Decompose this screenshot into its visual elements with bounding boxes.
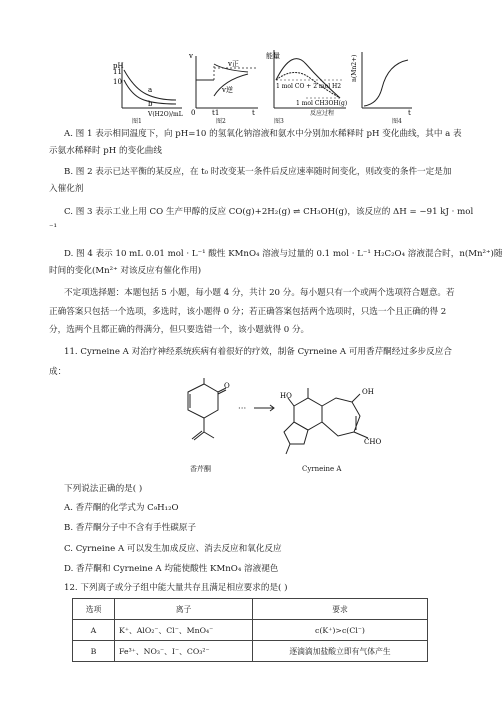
carvone-name: 香芹酮 (190, 465, 211, 473)
table-header-ions: 离子 (115, 599, 253, 620)
q11-stem-line2: 成： (49, 367, 67, 377)
fig2-curve-reverse: v逆 (222, 86, 233, 94)
reaction-arrow-icon (254, 404, 276, 412)
table-cell-ions: K⁺、AlO₂⁻、Cl⁻、MnO₄⁻ (115, 620, 253, 641)
q10-option-c-line2: ⁻¹ (49, 223, 57, 233)
q10-option-b-line2: 入催化剂 (49, 184, 84, 194)
fig1-tick-10: 10 (113, 78, 122, 86)
fig1-curve-a: a (148, 86, 153, 94)
reaction-arrow-dots: ··· (238, 404, 247, 414)
carvone-oxygen: O (224, 382, 230, 390)
section-instructions-line2: 正确答案只包括一个选项，多选时，该小题得 0 分；若正确答案包括两个选项时，只选一个且正确的得 2 (49, 307, 447, 317)
section-instructions-line1: 不定项选择题：本题包括 5 小题，每小题 4 分，共计 20 分。每小题只有一个或两个选项符合题意。若 (64, 288, 455, 298)
q11-option-b: B. 香芹酮分子中不含有手性碳原子 (64, 523, 197, 533)
fig2-caption: 图2 (216, 118, 226, 125)
table-cell-option: A (73, 620, 115, 641)
q11-stem-line1: 11. Cyrneine A 对治疗神经系统疾病有着很好的疗效，制备 Cyrneine A 可用香芹酮经过多步反应合 (64, 347, 452, 357)
table-header-row (73, 599, 428, 620)
table-cell-requirement: 逐滴滴加盐酸立即有气体产生 (253, 641, 428, 662)
cyrneine-a-structure (280, 376, 380, 462)
fig4-xlabel: t (408, 109, 411, 117)
q10-option-c-line1: C. 图 3 表示工业上用 CO 生产甲醇的反应 CO(g)+2H₂(g) ⇌ CH₃OH(g)，该反应的 ΔH = −91 kJ · mol (64, 207, 474, 217)
q12-table (72, 598, 428, 662)
fig3-product: 1 mol CH3OH(g) (296, 100, 348, 107)
q10-option-d-line2: 时间的变化(Mn²⁺ 对该反应有催化作用) (49, 266, 202, 276)
q10-option-a-line2: 示氨水稀释时 pH 的变化曲线 (49, 146, 162, 156)
fig1-caption: 图1 (132, 118, 142, 125)
section-instructions-line3: 分，选两个且都正确的得满分，但只要选错一个，该小题就得 0 分。 (49, 325, 310, 335)
table-header-requirement: 要求 (253, 599, 428, 620)
cyrneine-oh: OH (362, 388, 374, 396)
fig2-ylabel: v (189, 52, 193, 60)
table-cell-option: B (73, 641, 115, 662)
q10-option-b-line1: B. 图 2 表示已达平衡的某反应，在 t₀ 时改变某一条件后反应速率随时间变化，则改变的条件一定是加 (64, 167, 452, 177)
cyrneine-cho: CHO (364, 438, 382, 446)
fig1-ylabel: pH (113, 62, 124, 70)
fig4-caption: 图4 (392, 118, 402, 125)
table-header-option: 选项 (73, 599, 115, 620)
figure-2 (188, 8, 262, 125)
cyrneine-a-name: Cyrneine A (302, 465, 342, 473)
table-cell-requirement: c(K⁺)>c(Cl⁻) (253, 620, 428, 641)
fig2-curve-forward: v正 (228, 60, 239, 68)
figure-4-graph (352, 8, 414, 116)
fig1-tick-11: 11 (113, 68, 122, 76)
fig2-t1: t1 (212, 109, 220, 117)
fig3-reactants: 1 mol CO + 2 mol H2 (276, 83, 342, 90)
fig3-xlabel: 反应过程 (310, 110, 335, 117)
figure-4 (351, 8, 414, 125)
fig4-ylabel: n(Mn2+) (351, 54, 358, 82)
q11-option-c: C. Cyrneine A 可以发生加成反应、消去反应和氧化反应 (64, 544, 282, 554)
cyrneine-ho: HO (280, 392, 292, 400)
fig3-ylabel: 能量 (266, 52, 280, 60)
figure-3-graph (266, 8, 348, 116)
fig3-caption: 图3 (274, 118, 284, 125)
q11-option-a: A. 香芹酮的化学式为 C₉H₁₂O (64, 503, 179, 513)
table-row (73, 641, 428, 662)
carvone-structure (170, 378, 230, 460)
fig2-origin: 0 (191, 109, 196, 117)
figure-2-graph (188, 8, 262, 116)
fig2-t: t (252, 109, 255, 117)
q10-option-d-line1: D. 图 4 表示 10 mL 0.01 mol · L⁻¹ 酸性 KMnO₄ 溶液与过量的 0.1 mol · L⁻¹ H₂C₂O₄ 溶液混合时，n(Mn²⁺)随 (64, 249, 502, 259)
q11-question: 下列说法正确的是( ) (64, 484, 143, 494)
q10-option-a-line1: A. 图 1 表示相同温度下，向 pH=10 的氢氧化钠溶液和氨水中分别加水稀释时 pH 变化曲线，其中 a 表 (64, 129, 462, 139)
table-row (73, 620, 428, 641)
table-cell-ions: Fe³⁺、NO₃⁻、I⁻、CO₃²⁻ (115, 641, 253, 662)
fig1-curve-b: b (148, 100, 153, 108)
q11-option-d: D. 香芹酮和 Cyrneine A 均能使酸性 KMnO₄ 溶液褪色 (64, 564, 279, 574)
figure-1 (112, 8, 184, 125)
q12-stem: 12. 下列离子或分子组中能大量共存且满足相应要求的是( ) (64, 583, 288, 593)
figures-row (112, 8, 414, 125)
figure-3 (266, 8, 348, 125)
fig1-xlabel: V(H2O)/mL (148, 111, 183, 118)
figure-1-graph (112, 8, 184, 116)
